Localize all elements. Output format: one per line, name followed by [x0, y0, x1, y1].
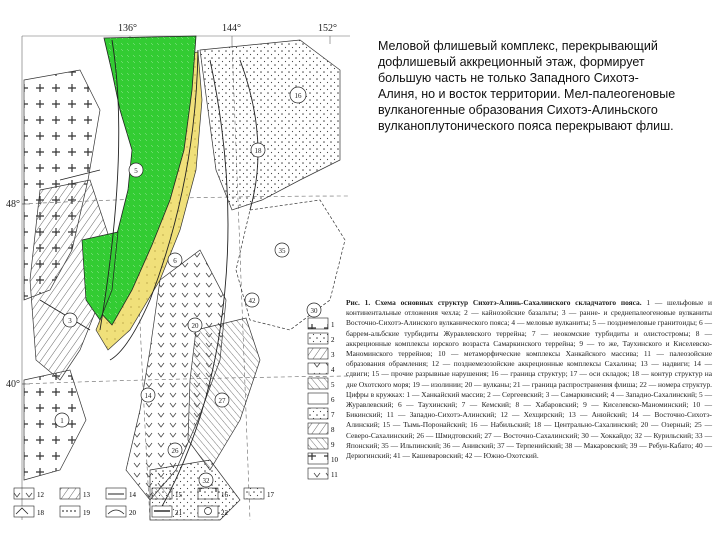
svg-text:14: 14: [129, 491, 136, 499]
svg-text:21: 21: [175, 509, 182, 517]
svg-text:18: 18: [37, 509, 44, 517]
svg-text:5: 5: [134, 167, 138, 175]
caption-title: Рис. 1. Схема основных структур Сихотэ-Алинь-Сахалинского складчатого пояса.: [346, 298, 642, 307]
svg-text:20: 20: [191, 322, 199, 330]
svg-text:3: 3: [68, 317, 72, 325]
svg-text:20: 20: [129, 509, 136, 517]
svg-text:4: 4: [331, 366, 335, 374]
svg-text:15: 15: [175, 491, 182, 499]
caption-legend-text: 1 — шельфовые и континентальные отложения чехла; 2 — кайнозойские базальты; 3 — ранне- и среднепалеогеновые вулканиты Восточно-Сихотэ-Алинского вулканического пояса; 4 — меловые вулканиты; 5 — позднемеловые гранитоиды; 6 — баррем-альбские турбидиты Журавлевского террейна; 7 — неокомские турбидиты и олистостромы; 8 — аккреционные комплексы юрского возраста Самаркинского террейна; 9 — то же, Таухинского и Киселевско-Маноминского террейнов; 10 — метаморфические комплексы Ханкайского массива; 11 — палеозойские образования обрамления; 12 — позднемезозойские аккреционные комплексы Сахалина; 13 — надвиги; 14 — сдвиги; 15 — прочие разрывные нарушения; 16 — граница структур; 17 — оси складок; 18 — контур структур на дне Охотского моря; 19 — изолинии; 20 — вулканы; 21 — граница распространения флиша; 22 — номера структур.: [346, 298, 713, 389]
structure-marker: [63, 313, 77, 327]
svg-text:6: 6: [331, 396, 335, 404]
svg-text:5: 5: [331, 381, 335, 389]
svg-text:6: 6: [173, 257, 177, 265]
svg-text:17: 17: [267, 491, 274, 499]
longitude-label-152: 152°: [318, 23, 337, 34]
svg-text:27: 27: [218, 397, 226, 405]
svg-text:1: 1: [60, 417, 64, 425]
svg-text:1: 1: [331, 321, 335, 329]
svg-text:32: 32: [202, 477, 210, 485]
svg-text:16: 16: [294, 92, 302, 100]
svg-text:12: 12: [37, 491, 44, 499]
svg-text:26: 26: [171, 447, 179, 455]
svg-text:11: 11: [331, 471, 338, 479]
structure-marker: [275, 243, 289, 257]
structure-marker: [215, 393, 229, 407]
svg-text:9: 9: [331, 441, 335, 449]
svg-text:13: 13: [83, 491, 90, 499]
svg-text:42: 42: [248, 297, 256, 305]
structure-marker: [245, 293, 259, 307]
longitude-label-136: 136°: [118, 23, 137, 34]
svg-text:2: 2: [331, 336, 335, 344]
latitude-label-48: 48°: [6, 199, 20, 210]
longitude-label-144: 144°: [222, 23, 241, 34]
structure-marker: [307, 303, 321, 317]
structure-marker: [199, 473, 213, 487]
svg-text:10: 10: [331, 456, 338, 464]
structure-marker: [129, 163, 143, 177]
svg-text:35: 35: [278, 247, 286, 255]
figure-caption: [346, 298, 712, 461]
structure-marker: [168, 443, 182, 457]
structure-marker: [168, 253, 182, 267]
svg-text:14: 14: [144, 392, 152, 400]
structure-marker: [251, 143, 265, 157]
structure-marker: [141, 388, 155, 402]
svg-text:22: 22: [221, 509, 228, 517]
latitude-label-40: 40°: [6, 379, 20, 390]
svg-text:8: 8: [331, 426, 335, 434]
svg-text:19: 19: [83, 509, 90, 517]
structure-marker: [55, 413, 69, 427]
structure-marker: [290, 87, 306, 103]
svg-text:18: 18: [254, 147, 262, 155]
structure-marker: [188, 318, 202, 332]
svg-text:30: 30: [310, 307, 318, 315]
svg-text:7: 7: [331, 411, 335, 419]
svg-text:16: 16: [221, 491, 228, 499]
caption-structures-text: Цифры в кружках: 1 — Ханкайский массив; 2 — Сергеевский; 3 — Самаркинский; 4 — Западно-Сахалинский; 5 — Журавлевский; 6 — Таухинский; 7 — Кемский; 8 — Хабаровский; 9 — Киселевско-Маноминский; 10 — Бикинский; 11 — Западно-Сихотэ-Алинский; 12 — Хехцирский; 13 — Анюйский; 14 — Восточно-Сихотэ-Алинский; 15 — Тымь-Поронайский; 16 — Набильский; 18 — Центрально-Сахалинский; 20 — Озерный; 25 — Северо-Сахалинский; 26 — Шмидтовский; 27 — Восточно-Сахалинский; 30 — Хоккайдо; 32 — Курильский; 33 — Японский; 35 — Ильпинский; 36 — Анивский; 37 — Терпенийский; 38 — Макаровский; 39 — Ребун-Кабато; 40 — Дерюгинский; 41 — Кашеваровский; 42 — Южно-Охотский.: [346, 389, 712, 461]
svg-text:3: 3: [331, 351, 335, 359]
slide-body-text: Меловой флишевый комплекс, перекрывающий дофлишевый аккреционный этаж, формирует большую часть не только Западного Сихотэ-Алиня, но и восток территории. Мел-палеогеновые вулканогенные образования Сихотэ-Алиньского вулканоплутонического пояса перекрывают флиш.: [378, 39, 676, 133]
